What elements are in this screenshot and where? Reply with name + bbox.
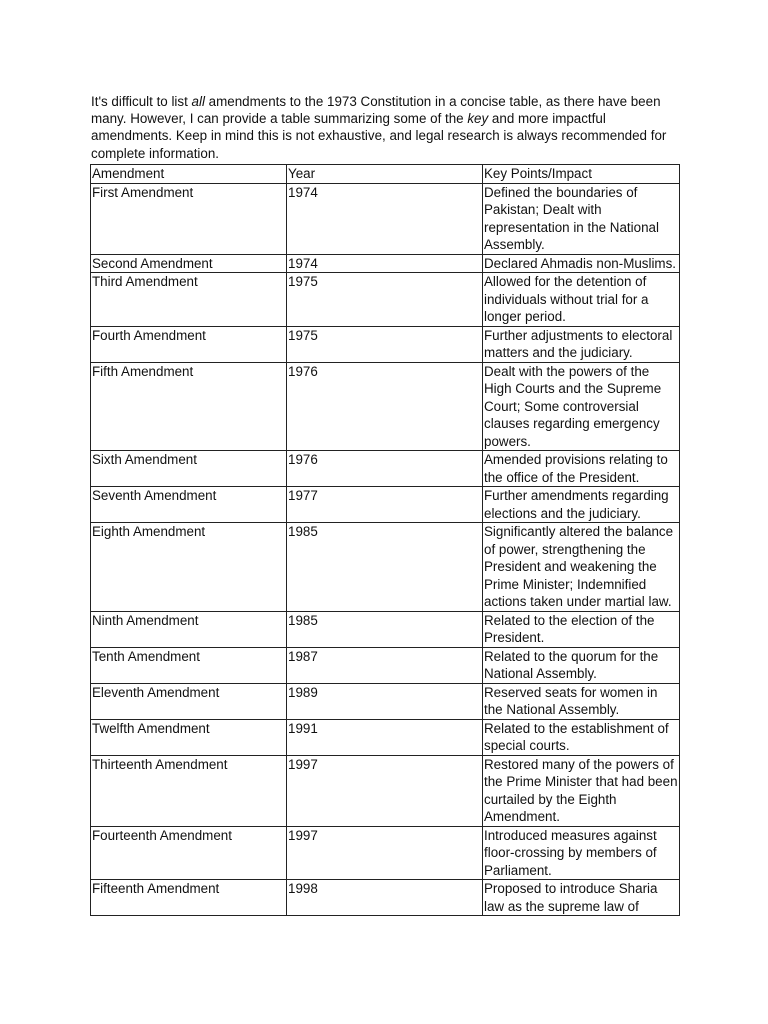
cell-year: 1974 bbox=[287, 183, 483, 254]
cell-amendment: Ninth Amendment bbox=[91, 611, 287, 647]
intro-text-1: It's difficult to list bbox=[91, 94, 192, 109]
header-amendment: Amendment bbox=[91, 165, 287, 184]
table-row bbox=[91, 611, 680, 647]
cell-year: 1989 bbox=[287, 683, 483, 719]
cell-amendment: Fifteenth Amendment bbox=[91, 880, 287, 916]
cell-amendment: First Amendment bbox=[91, 183, 287, 254]
cell-year: 1985 bbox=[287, 523, 483, 612]
cell-impact: Allowed for the detention of individuals without trial for a longer period. bbox=[483, 273, 680, 327]
cell-impact: Declared Ahmadis non-Muslims. bbox=[483, 254, 680, 273]
table-row bbox=[91, 719, 680, 755]
table-row bbox=[91, 880, 680, 916]
cell-amendment: Twelfth Amendment bbox=[91, 719, 287, 755]
cell-amendment: Eighth Amendment bbox=[91, 523, 287, 612]
cell-year: 1976 bbox=[287, 451, 483, 487]
cell-year: 1997 bbox=[287, 755, 483, 826]
table-row bbox=[91, 326, 680, 362]
cell-year: 1997 bbox=[287, 826, 483, 880]
cell-impact: Reserved seats for women in the National Assembly. bbox=[483, 683, 680, 719]
cell-amendment: Thirteenth Amendment bbox=[91, 755, 287, 826]
intro-emphasis-key: key bbox=[467, 111, 489, 127]
table-row bbox=[91, 254, 680, 273]
table-row bbox=[91, 826, 680, 880]
cell-impact: Further amendments regarding elections and the judiciary. bbox=[483, 487, 680, 523]
header-key-points: Key Points/Impact bbox=[483, 165, 680, 184]
cell-impact: Related to the quorum for the National Assembly. bbox=[483, 647, 680, 683]
cell-year: 1991 bbox=[287, 719, 483, 755]
intro-emphasis-all: all bbox=[191, 94, 205, 109]
cell-year: 1975 bbox=[287, 273, 483, 327]
cell-impact: Introduced measures against floor-crossing by members of Parliament. bbox=[483, 826, 680, 880]
table-row bbox=[91, 683, 680, 719]
cell-impact: Related to the election of the President. bbox=[483, 611, 680, 647]
cell-amendment: Second Amendment bbox=[91, 254, 287, 273]
cell-impact: Significantly altered the balance of power, strengthening the President and weakening the Prime Minister; Indemnified actions taken under martial law. bbox=[483, 523, 680, 612]
cell-amendment: Fourteenth Amendment bbox=[91, 826, 287, 880]
cell-impact: Defined the boundaries of Pakistan; Dealt with representation in the National Assembly. bbox=[483, 183, 680, 254]
cell-amendment: Third Amendment bbox=[91, 273, 287, 327]
cell-impact: Further adjustments to electoral matters and the judiciary. bbox=[483, 326, 680, 362]
table-row bbox=[91, 362, 680, 451]
cell-year: 1998 bbox=[287, 880, 483, 916]
table-row bbox=[91, 273, 680, 327]
table-row bbox=[91, 523, 680, 612]
cell-year: 1985 bbox=[287, 611, 483, 647]
cell-amendment: Fourth Amendment bbox=[91, 326, 287, 362]
amendments-table bbox=[90, 164, 680, 916]
intro-paragraph bbox=[91, 93, 683, 162]
table-row bbox=[91, 487, 680, 523]
cell-impact: Amended provisions relating to the office of the President. bbox=[483, 451, 680, 487]
table-row bbox=[91, 755, 680, 826]
cell-year: 1976 bbox=[287, 362, 483, 451]
cell-year: 1977 bbox=[287, 487, 483, 523]
table-header-row bbox=[91, 165, 680, 184]
header-year: Year bbox=[287, 165, 483, 184]
table-row bbox=[91, 647, 680, 683]
table-row bbox=[91, 451, 680, 487]
cell-year: 1987 bbox=[287, 647, 483, 683]
cell-year: 1974 bbox=[287, 254, 483, 273]
table-row bbox=[91, 183, 680, 254]
cell-impact: Restored many of the powers of the Prime Minister that had been curtailed by the Eighth Amendment. bbox=[484, 756, 678, 824]
cell-year: 1975 bbox=[287, 326, 483, 362]
cell-amendment: Seventh Amendment bbox=[91, 487, 287, 523]
cell-impact: Proposed to introduce Sharia law as the supreme law of bbox=[483, 880, 680, 916]
cell-impact: Related to the establishment of special courts. bbox=[483, 719, 680, 755]
cell-amendment: Fifth Amendment bbox=[91, 362, 287, 451]
cell-amendment: Sixth Amendment bbox=[91, 451, 287, 487]
cell-amendment: Eleventh Amendment bbox=[91, 683, 287, 719]
intro-text-2: amendments to the 1973 Constitution in a concise table, as there have been many. However, I can provide a table summarizing some of the bbox=[91, 94, 661, 127]
intro-text-3: and more impactful amendments. Keep in mind this is not exhaustive, and legal research is always recommended for complete information. bbox=[91, 111, 667, 161]
cell-amendment: Tenth Amendment bbox=[91, 647, 287, 683]
cell-impact: Dealt with the powers of the High Courts and the Supreme Court; Some controversial clauses regarding emergency powers. bbox=[483, 362, 680, 451]
